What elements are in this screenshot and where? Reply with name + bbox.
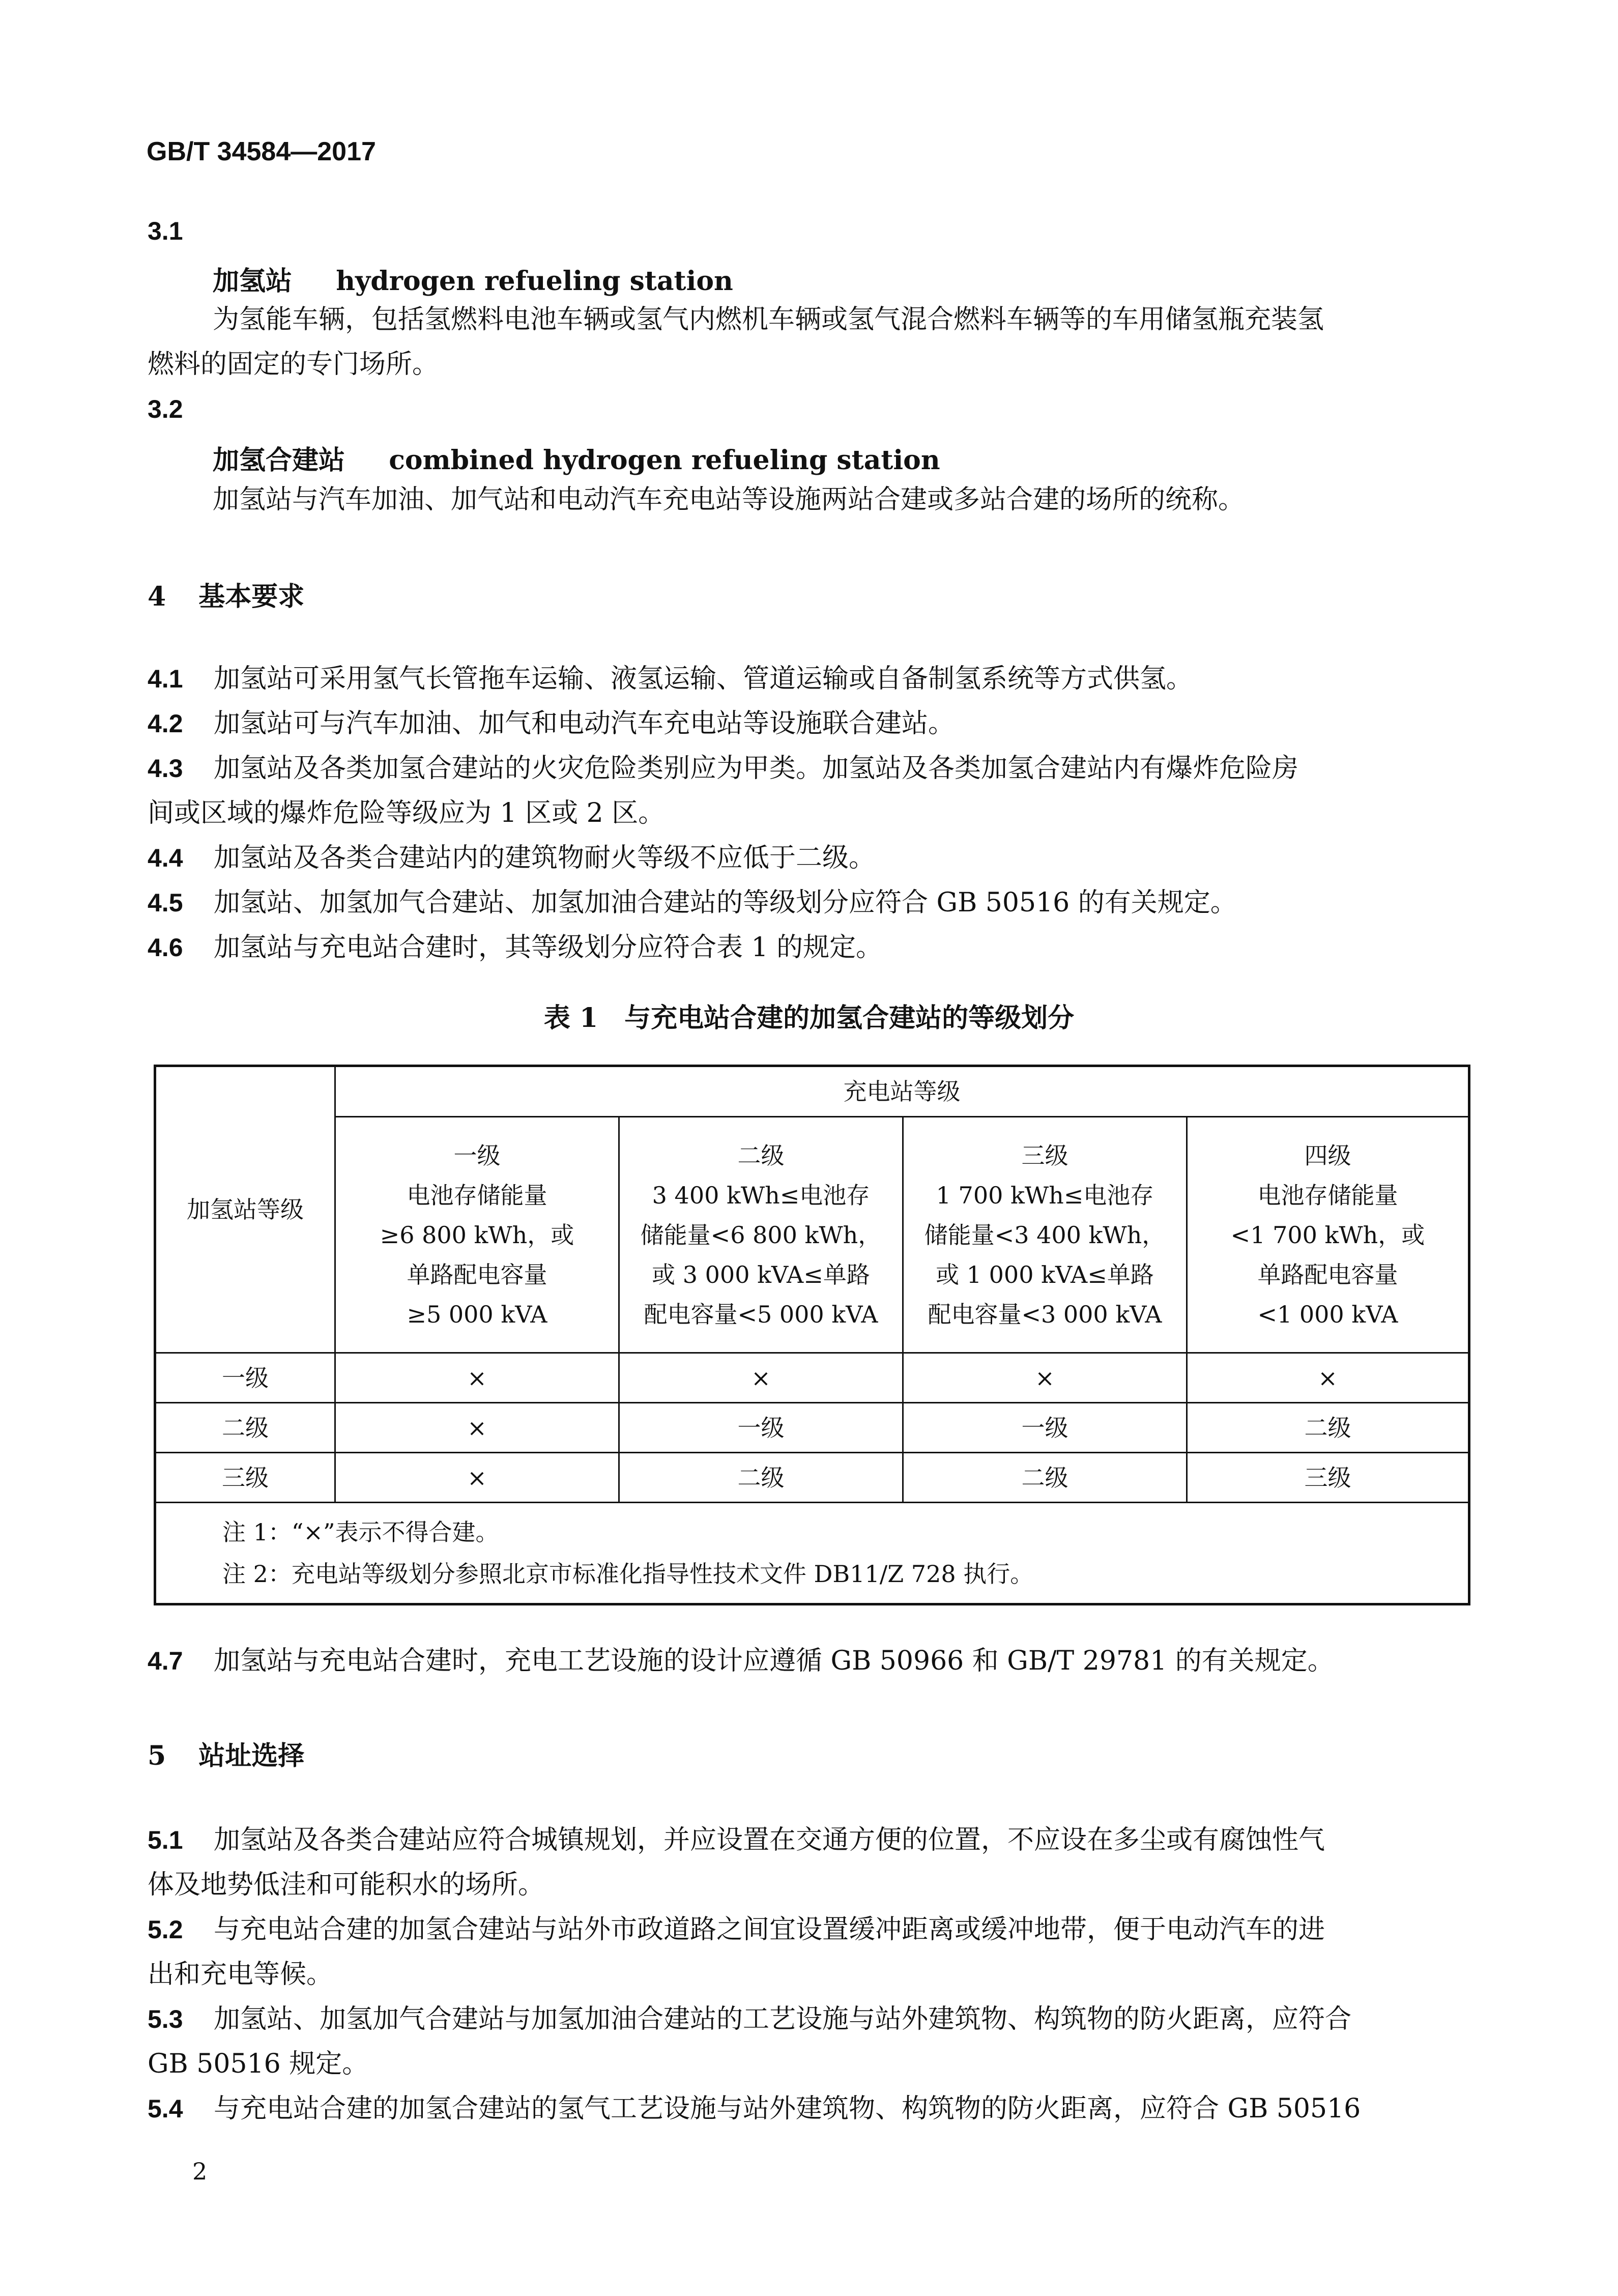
column-header-line: 或 1 000 kVA≤单路 <box>936 1260 1154 1288</box>
section-heading <box>148 575 304 613</box>
clause-text-line: 体及地势低洼和可能积水的场所。 <box>148 1870 545 1900</box>
def-term <box>213 439 940 477</box>
column-header-line: 一级 <box>453 1141 501 1169</box>
table-cell: × <box>335 1453 619 1503</box>
clause-5-4 <box>148 2086 1361 2131</box>
clause-text: 与充电站合建的加氢合建站的氢气工艺设施与站外建筑物、构筑物的防火距离，应符合 GB 50516 <box>214 2093 1361 2124</box>
def-text-line: 燃料的固定的专门场所。 <box>148 349 439 380</box>
column-header-line: 3 400 kWh≤电池存 <box>652 1181 870 1209</box>
row-label-cell: 一级 <box>155 1353 335 1403</box>
clause-text-line: GB 50516 规定。 <box>148 2049 369 2079</box>
def-text-line: 为氢能车辆，包括氢燃料电池车辆或氢气内燃机车辆或氢气混合燃料车辆等的车用储氢瓶充装氢 <box>213 304 1324 335</box>
clause-text: 与充电站合建的加氢合建站与站外市政道路之间宜设置缓冲距离或缓冲地带，便于电动汽车的进 <box>214 1914 1325 1945</box>
page-number: 2 <box>192 2158 208 2185</box>
grade-table <box>154 1065 1470 1605</box>
def-number: 3.2 <box>148 395 183 423</box>
clause-number: 4.6 <box>148 933 183 962</box>
clause-number: 4.7 <box>148 1647 183 1675</box>
clause-text: 加氢站与充电站合建时，其等级划分应符合表 1 的规定。 <box>214 932 883 963</box>
table-note: 注 1：“×”表示不得合建。 <box>222 1518 499 1546</box>
table-cell: × <box>335 1403 619 1453</box>
clause-number: 4.4 <box>148 844 183 872</box>
table-caption: 表 1 与充电站合建的加氢合建站的等级划分 <box>543 1002 1075 1034</box>
clause-text: 加氢站可与汽车加油、加气和电动汽车充电站等设施联合建站。 <box>214 708 955 739</box>
clause-number: 5.4 <box>148 2094 183 2123</box>
clause-4-4 <box>148 836 875 880</box>
column-header-line: 配电容量<3 000 kVA <box>928 1300 1162 1328</box>
clause-text: 加氢站及各类加氢合建站的火灾危险类别应为甲类。加氢站及各类加氢合建站内有爆炸危险房 <box>214 753 1299 784</box>
table-row <box>155 1453 1469 1503</box>
def-number: 3.1 <box>148 217 183 245</box>
table-cell: × <box>903 1353 1187 1403</box>
clause-5-2 <box>148 1907 1325 1952</box>
column-header-line: 或 3 000 kVA≤单路 <box>652 1260 870 1288</box>
column-header-cell <box>335 1117 619 1353</box>
clause-text: 加氢站、加氢加气合建站、加氢加油合建站的等级划分应符合 GB 50516 的有关规定。 <box>214 887 1237 918</box>
clause-number: 4.1 <box>148 665 183 693</box>
clause-text: 加氢站及各类合建站应符合城镇规划，并应设置在交通方便的位置，不应设在多尘或有腐蚀性气 <box>214 1825 1325 1855</box>
column-header-line: 二级 <box>737 1141 785 1169</box>
table-row <box>155 1403 1469 1453</box>
table-cell: 一级 <box>903 1403 1187 1453</box>
section-number: 4 <box>148 581 166 612</box>
column-header-line: 四级 <box>1304 1141 1351 1169</box>
term-en: combined hydrogen refueling station <box>389 445 940 476</box>
column-header-cell <box>619 1117 903 1353</box>
column-header-line: ≥5 000 kVA <box>407 1300 547 1328</box>
clause-5-1 <box>148 1818 1325 1862</box>
table-note: 注 2：充电站等级划分参照北京市标准化指导性技术文件 DB11/Z 728 执行。 <box>222 1560 1034 1588</box>
column-header-line: <1 700 kWh，或 <box>1230 1221 1425 1249</box>
clause-text-line: 出和充电等候。 <box>148 1959 333 1990</box>
table-row <box>155 1353 1469 1403</box>
group-header-cell: 充电站等级 <box>335 1066 1469 1117</box>
column-header-line: 配电容量<5 000 kVA <box>644 1300 878 1328</box>
table-cell: × <box>335 1353 619 1403</box>
term-zh: 加氢站 <box>213 266 293 297</box>
row-header-cell: 加氢站等级 <box>155 1066 335 1353</box>
section-title: 基本要求 <box>198 581 305 612</box>
clause-number: 5.3 <box>148 2005 183 2033</box>
clause-text: 加氢站、加氢加气合建站与加氢加油合建站的工艺设施与站外建筑物、构筑物的防火距离，应符合 <box>214 2004 1352 2034</box>
section-heading <box>148 1734 304 1772</box>
column-header-line: 单路配电容量 <box>407 1260 547 1288</box>
table-cell: × <box>1187 1353 1469 1403</box>
clause-4-6 <box>148 925 882 970</box>
clause-number: 4.2 <box>148 709 183 738</box>
column-header-cell <box>903 1117 1187 1353</box>
clause-number: 5.2 <box>148 1915 183 1944</box>
column-header-cell <box>1187 1117 1469 1353</box>
table-cell: 二级 <box>1187 1403 1469 1453</box>
table-cell: 二级 <box>619 1453 903 1503</box>
term-zh: 加氢合建站 <box>213 445 345 476</box>
row-label-cell: 三级 <box>155 1453 335 1503</box>
clause-text: 加氢站可采用氢气长管拖车运输、液氢运输、管道运输或自备制氢系统等方式供氢。 <box>214 664 1193 694</box>
clause-text: 加氢站及各类合建站内的建筑物耐火等级不应低于二级。 <box>214 843 876 873</box>
table-notes-row <box>155 1503 1469 1604</box>
def-text-line: 加氢站与汽车加油、加气站和电动汽车充电站等设施两站合建或多站合建的场所的统称。 <box>213 484 1245 515</box>
clause-text-line: 间或区域的爆炸危险等级应为 1 区或 2 区。 <box>148 798 665 828</box>
clause-number: 5.1 <box>148 1826 183 1854</box>
clause-text: 加氢站与充电站合建时，充电工艺设施的设计应遵循 GB 50966 和 GB/T 29781 的有关规定。 <box>214 1646 1334 1676</box>
clause-4-3 <box>148 746 1298 791</box>
table-cell: × <box>619 1353 903 1403</box>
table-notes-cell <box>155 1503 1469 1604</box>
column-header-line: ≥6 800 kWh，或 <box>380 1221 574 1249</box>
column-header-line: 储能量<3 400 kWh， <box>924 1221 1166 1249</box>
column-header-line: 单路配电容量 <box>1257 1260 1398 1288</box>
section-number: 5 <box>148 1740 166 1771</box>
clause-4-1 <box>148 656 1193 701</box>
clause-4-5 <box>148 880 1237 925</box>
section-title: 站址选择 <box>198 1740 305 1771</box>
clause-4-2 <box>148 701 955 746</box>
clause-number: 4.5 <box>148 888 183 917</box>
clause-5-3 <box>148 1997 1351 2042</box>
clause-4-7 <box>148 1639 1334 1683</box>
column-header-line: 储能量<6 800 kWh， <box>640 1221 882 1249</box>
column-header-line: 电池存储能量 <box>1257 1181 1398 1209</box>
document-header: GB/T 34584—2017 <box>147 137 376 166</box>
table-cell: 三级 <box>1187 1453 1469 1503</box>
column-header-line: 电池存储能量 <box>407 1181 547 1209</box>
column-header-line: 三级 <box>1021 1141 1068 1169</box>
table-cell: 一级 <box>619 1403 903 1453</box>
column-header-line: 1 700 kWh≤电池存 <box>936 1181 1154 1209</box>
term-en: hydrogen refueling station <box>336 266 733 297</box>
clause-number: 4.3 <box>148 754 183 783</box>
def-term <box>213 260 733 298</box>
table-cell: 二级 <box>903 1453 1187 1503</box>
row-label-cell: 二级 <box>155 1403 335 1453</box>
column-header-line: <1 000 kVA <box>1257 1300 1398 1328</box>
